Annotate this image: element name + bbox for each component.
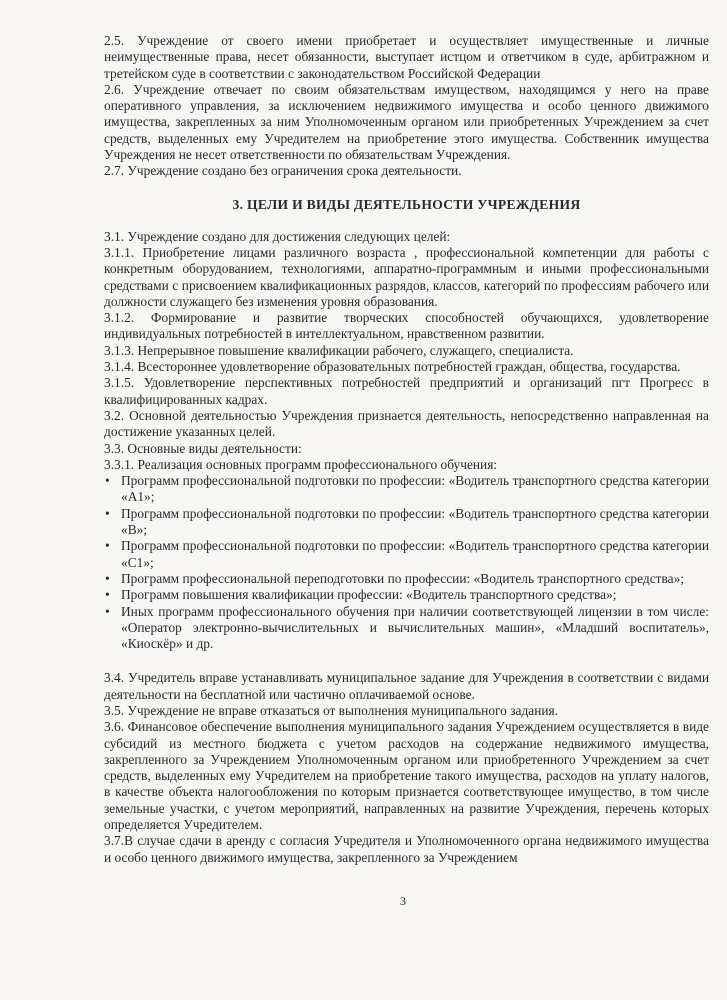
paragraph-3-1-5: 3.1.5. Удовлетворение перспективных потребностей предприятий и организаций пгт Прогресс в квалифицированных кадрах. bbox=[104, 375, 709, 407]
paragraph-3-3: 3.3. Основные виды деятельности: bbox=[104, 440, 302, 456]
paragraph-2-7: 2.7. Учреждение создано без ограничения срока деятельности. bbox=[104, 163, 462, 179]
bullet-icon: • bbox=[105, 473, 110, 489]
paragraph-2-5: 2.5. Учреждение от своего имени приобретает и осуществляет имущественные и личные неимущественные права, несет обязанности, выступает истцом и ответчиком в суде, арбитражном и третейском суде в соответствии с законодательством Российской Федерации bbox=[104, 33, 709, 81]
list-item-text: Программ повышения квалификации профессии: «Водитель транспортного средства»; bbox=[121, 587, 617, 603]
paragraph-3-1-3: 3.1.3. Непрерывное повышение квалификации рабочего, служащего, специалиста. bbox=[104, 342, 574, 358]
paragraph-3-1-4: 3.1.4. Всестороннее удовлетворение образовательных потребностей граждан, общества, государства. bbox=[104, 359, 681, 375]
list-item-text: Программ профессиональной подготовки по профессии: «Водитель транспортного средства категории «В»; bbox=[121, 505, 709, 538]
top-section bbox=[104, 0, 709, 180]
list-item bbox=[104, 571, 709, 587]
paragraph-2-6: 2.6. Учреждение отвечает по своим обязательствам имуществом, находящимся у него на праве оперативного управления, за исключением недвижимого имущества и особо ценного движимого имущества, закрепленных за ним Уполномоченным органом или приобретенных Учреждением за счет средств, выделенных ему Учредителем на приобретение этого имущества. Собственник имущества Учреждения не несет ответственности по обязательствам Учреждения. bbox=[104, 81, 709, 163]
list-item bbox=[104, 506, 709, 539]
paragraph-3-6: 3.6. Финансовое обеспечение выполнения муниципального задания Учреждением осуществляется в виде субсидий из местного бюджета с учетом расходов на содержание недвижимого имущества, закрепленного за Учреждением Уполномоченным органом или приобретенного Учреждением за счет средств, выделенных ему Учредителем на приобретение такого имущества, расходов на уплату налогов, в качестве объекта налогообложения по которым признается соответствующее имущество, в том числе земельные участки, с учетом мероприятий, направленных на развитие Учреждения, перечень которых определяется Учредителем. bbox=[104, 719, 709, 833]
paragraph-3-1: 3.1. Учреждение создано для достижения следующих целей: bbox=[104, 228, 451, 244]
paragraph-3-2: 3.2. Основной деятельностью Учреждения признается деятельность, непосредственно направленная на достижение указанных целей. bbox=[104, 407, 709, 440]
paragraph-3-3-1: 3.3.1. Реализация основных программ профессионального обучения: bbox=[104, 456, 498, 472]
list-item-text: Программ профессиональной подготовки по профессии: «Водитель транспортного средства категории «С1»; bbox=[121, 538, 709, 570]
bullet-icon: • bbox=[105, 587, 110, 603]
bullet-icon: • bbox=[105, 570, 110, 586]
list-item-text: Программ профессиональной переподготовки по профессии: «Водитель транспортного средства»; bbox=[121, 570, 684, 586]
section-title: 3. ЦЕЛИ И ВИДЫ ДЕЯТЕЛЬНОСТИ УЧРЕЖДЕНИЯ bbox=[232, 196, 581, 212]
goals-section bbox=[104, 229, 709, 473]
paragraph-3-5: 3.5. Учреждение не вправе отказаться от выполнения муниципального задания. bbox=[104, 702, 559, 718]
list-item-text: Иных программ профессионального обучения при наличии соответствующей лицензии в том числе: «Оператор электронно-вычислительных и вычислительных машин», «Младший воспитатель», «Киоскёр» и др. bbox=[121, 603, 709, 652]
page-number: 3 bbox=[400, 894, 406, 908]
list-item bbox=[104, 604, 709, 653]
list-item bbox=[104, 538, 709, 571]
paragraph-3-1-1: 3.1.1. Приобретение лицами различного возраста , профессиональной компетенции для работы с конкретным оборудованием, технологиями, аппаратно-программным и иными профессиональными средствами с присвоением квалификационных разрядов, классов, категорий по профессиям рабочего или должности служащего без изменения уровня образования. bbox=[104, 244, 709, 309]
bottom-section bbox=[104, 670, 709, 866]
spacer bbox=[104, 652, 709, 670]
paragraph-3-1-2: 3.1.2. Формирование и развитие творческих способностей обучающихся, удовлетворение индивидуальных потребностей в интеллектуальном, нравственном развитии. bbox=[104, 310, 709, 342]
bullet-icon: • bbox=[105, 505, 110, 521]
list-item bbox=[104, 473, 709, 506]
paragraph-3-4: 3.4. Учредитель вправе устанавливать муниципальное задание для Учреждения в соответствии с видами деятельности на бесплатной или частично оплачиваемой основе. bbox=[104, 670, 709, 702]
bullet-icon: • bbox=[105, 603, 110, 619]
program-list bbox=[104, 473, 709, 652]
list-item bbox=[104, 587, 709, 603]
paragraph-3-7: 3.7.В случае сдачи в аренду с согласия Учредителя и Уполномоченного органа недвижимого имущества и особо ценного движимого имущества, закрепленного за Учреждением bbox=[104, 833, 709, 865]
list-item-text: Программ профессиональной подготовки по профессии: «Водитель транспортного средства категории «А1»; bbox=[121, 473, 709, 505]
bullet-icon: • bbox=[105, 538, 110, 554]
